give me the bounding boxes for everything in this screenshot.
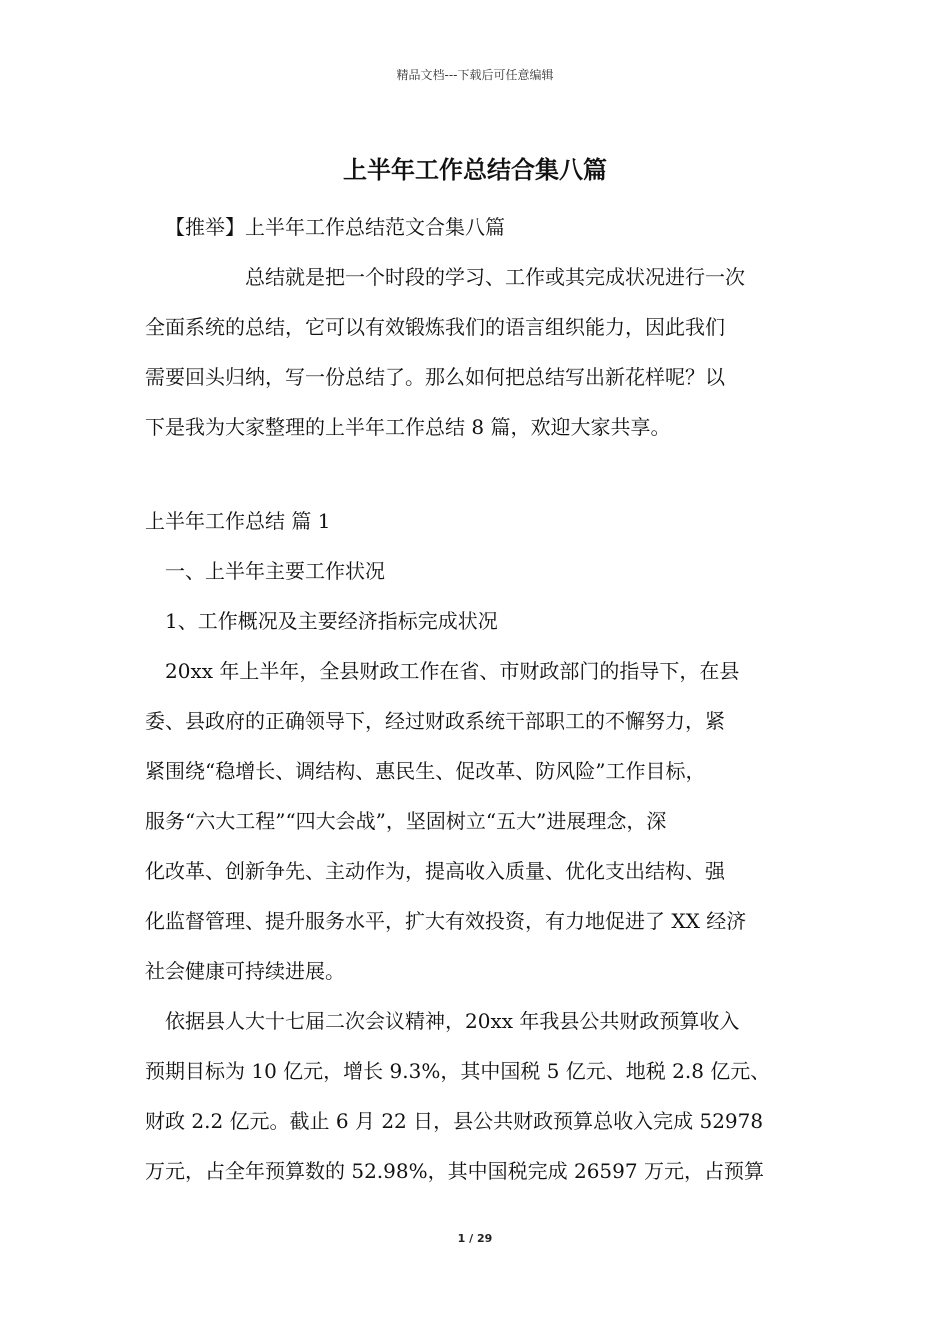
paragraph-line: 社会健康可持续进展。 — [145, 959, 345, 983]
page-indicator: 1 / 29 — [457, 1232, 493, 1245]
paragraph-line: 化改革、创新争先、主动作为，提高收入质量、优化支出结构、强 — [145, 859, 725, 883]
section-heading: 上半年工作总结 篇 1 — [145, 509, 331, 533]
intro-line: 全面系统的总结，它可以有效锻炼我们的语言组织能力，因此我们 — [145, 315, 725, 339]
page-header: 精品文档---下载后可任意编辑 — [396, 68, 554, 82]
recommend-line: 【推举】上半年工作总结范文合集八篇 — [165, 215, 505, 239]
intro-block — [145, 202, 807, 452]
document-title: 上半年工作总结合集八篇 — [343, 156, 607, 184]
paragraph-line: 万元，占全年预算数的 52.98%，其中国税完成 26597 万元，占预算 — [145, 1159, 764, 1183]
paragraph-line: 20xx 年上半年，全县财政工作在省、市财政部门的指导下，在县 — [165, 659, 740, 683]
paragraph-line: 化监督管理、提升服务水平，扩大有效投资，有力地促进了 XX 经济 — [145, 909, 747, 933]
section-block — [145, 496, 807, 1196]
paragraph-line: 紧围绕“稳增长、调结构、惠民生、促改革、防风险”工作目标， — [145, 759, 706, 783]
paragraph-line: 预期目标为 10 亿元，增长 9.3%，其中国税 5 亿元、地税 2.8 亿元、 — [145, 1059, 771, 1083]
paragraph-line: 服务“六大工程”“四大会战”，坚固树立“五大”进展理念，深 — [145, 809, 667, 833]
subheading: 1、工作概况及主要经济指标完成状况 — [165, 609, 498, 633]
intro-line: 总结就是把一个时段的学习、工作或其完成状况进行一次 — [245, 265, 745, 289]
paragraph-line: 财政 2.2 亿元。截止 6 月 22 日，县公共财政预算总收入完成 52978 — [145, 1109, 764, 1133]
subheading: 一、上半年主要工作状况 — [165, 559, 385, 583]
paragraph-line: 委、县政府的正确领导下，经过财政系统干部职工的不懈努力，紧 — [145, 709, 725, 733]
intro-line: 需要回头归纳，写一份总结了。那么如何把总结写出新花样呢？以 — [145, 365, 725, 389]
intro-line: 下是我为大家整理的上半年工作总结 8 篇，欢迎大家共享。 — [145, 415, 671, 439]
paragraph-line: 依据县人大十七届二次会议精神，20xx 年我县公共财政预算收入 — [165, 1009, 740, 1033]
